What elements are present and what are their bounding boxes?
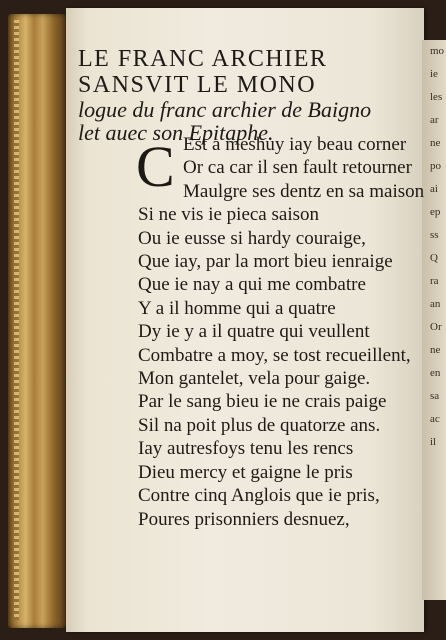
verse-block bbox=[138, 133, 428, 531]
adjacent-text: mo bbox=[430, 45, 445, 57]
verse-line: Dieu mercy et gaigne le pris bbox=[138, 461, 353, 483]
verse-line: Contre cinq Anglois que ie pris, bbox=[138, 485, 380, 507]
verse-line: Maulgre ses dentz en sa maison bbox=[183, 180, 425, 202]
adjacent-text: ss bbox=[430, 229, 439, 241]
gilt-page-edge bbox=[8, 14, 66, 628]
adjacent-text: en bbox=[430, 367, 441, 379]
verse-line: Sil na poit plus de quatorze ans. bbox=[138, 414, 381, 436]
verse-line: Iay autresfoys tenu les rencs bbox=[138, 438, 354, 460]
title-line-2: SANSVIT LE MONO bbox=[78, 72, 317, 98]
adjacent-text: ai bbox=[430, 183, 438, 195]
verse-line: Est a meshuy iay beau corner bbox=[183, 134, 407, 155]
adjacent-text: sa bbox=[430, 390, 440, 402]
title-line-1: LE FRANC ARCHIER bbox=[78, 46, 328, 72]
verse-line: Si ne vis ie pieca saison bbox=[138, 204, 319, 226]
verse-line: Poures prisonniers desnuez, bbox=[138, 508, 350, 530]
verse-line: Or ca car il sen fault retourner bbox=[183, 157, 412, 179]
adjacent-text: Q bbox=[430, 252, 438, 264]
adjacent-text: ra bbox=[430, 275, 439, 287]
verse-line: Dy ie y a il quatre qui veullent bbox=[138, 321, 370, 343]
verse-line: Ou ie eusse si hardy couraige, bbox=[138, 227, 366, 249]
verse-line: Combatre a moy, se tost recueillent, bbox=[138, 344, 411, 366]
adjacent-text: les bbox=[430, 91, 443, 103]
adjacent-text: an bbox=[430, 298, 441, 310]
adjacent-text: ep bbox=[430, 206, 441, 218]
verse-line: Que ie nay a qui me combatre bbox=[138, 274, 366, 296]
adjacent-text: Or bbox=[430, 321, 442, 333]
adjacent-text: po bbox=[430, 160, 441, 172]
adjacent-text: ar bbox=[430, 114, 439, 126]
verse-line: Par le sang bieu ie ne crais paige bbox=[138, 391, 387, 413]
page-heading bbox=[78, 46, 418, 144]
verse-line: Que iay, par la mort bieu ienraige bbox=[138, 251, 393, 273]
drop-capital: C bbox=[136, 134, 175, 199]
adjacent-text: il bbox=[430, 436, 437, 448]
adjacent-text: ie bbox=[430, 68, 438, 80]
title-line-3: logue du franc archier de Baigno bbox=[78, 97, 372, 122]
adjacent-text: ac bbox=[430, 413, 440, 425]
adjacent-text: ne bbox=[430, 344, 441, 356]
verse-line: Y a il homme qui a quatre bbox=[138, 297, 336, 319]
adjacent-text: ne bbox=[430, 137, 441, 149]
title-line-4: let auec son Epitaphe. bbox=[78, 120, 274, 145]
verse-line: Mon gantelet, vela pour gaige. bbox=[138, 368, 371, 390]
